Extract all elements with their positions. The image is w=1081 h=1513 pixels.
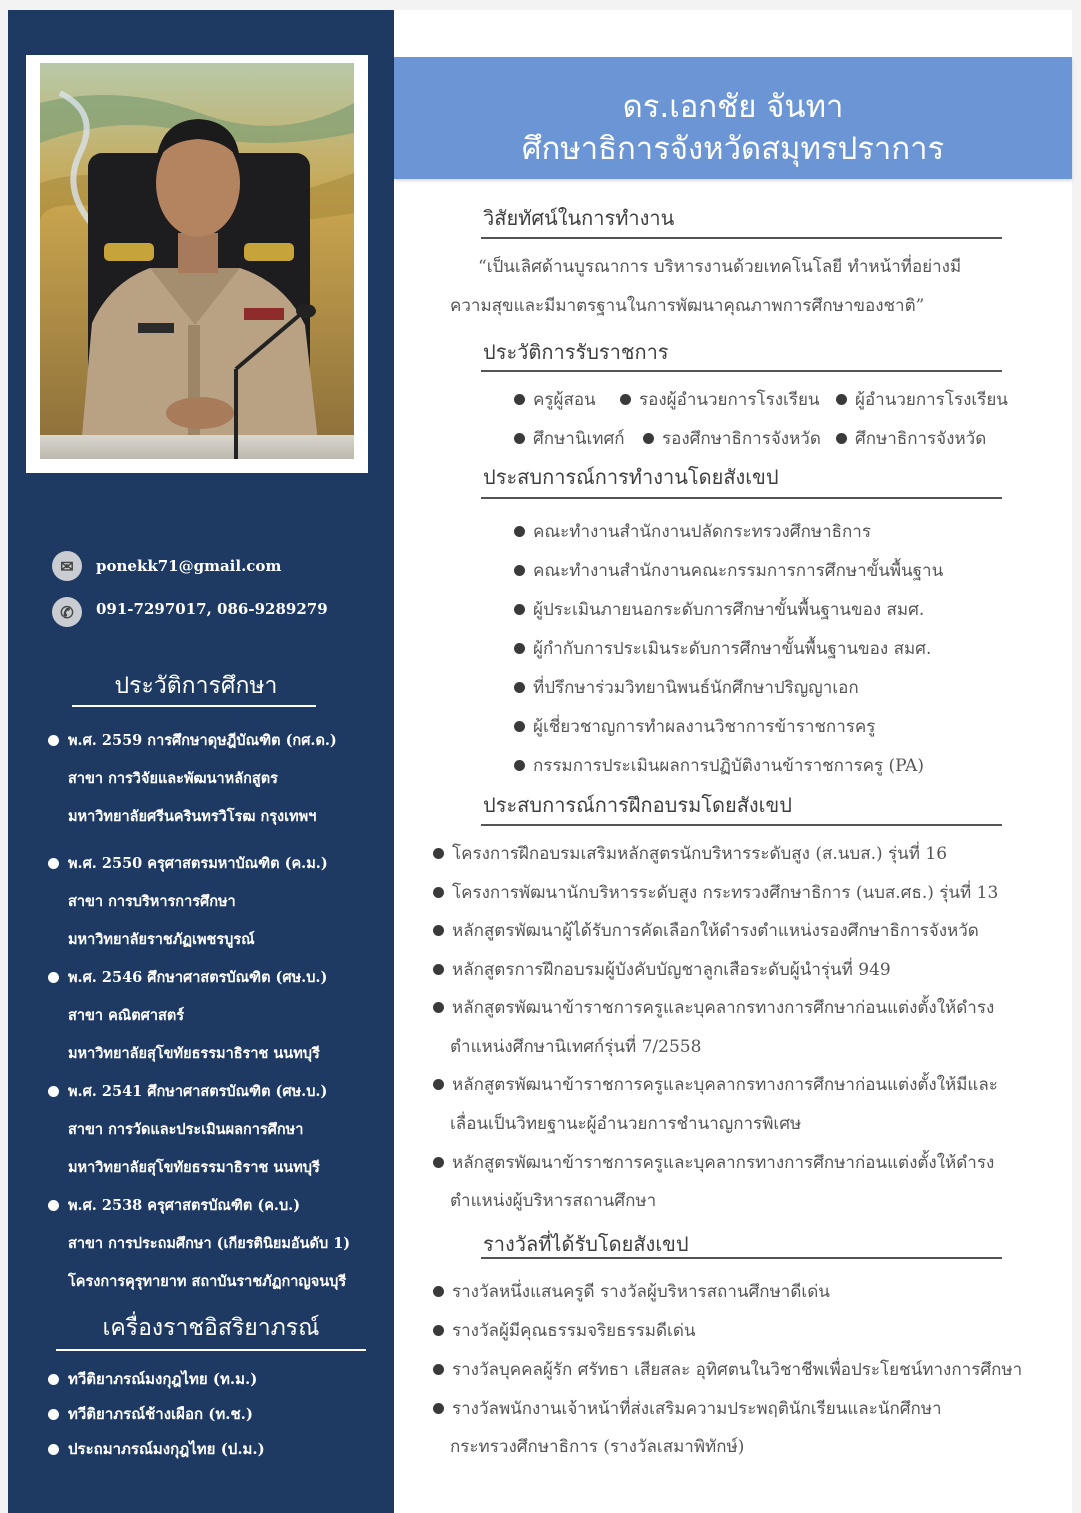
contact-email[interactable]: ponekk71@gmail.com (96, 557, 282, 575)
career-item: ผู้อำนวยการโรงเรียน (836, 386, 1008, 413)
career-item: ศึกษาธิการจังหวัด (836, 425, 986, 452)
vision-line-1: “เป็นเลิศด้านบูรณาการ บริหารงานด้วยเทคโนโลยี ทำหน้าที่อย่างมี (478, 257, 962, 277)
bullet-dot (836, 394, 847, 405)
bullet-dot (433, 1403, 444, 1414)
profile-photo-frame (26, 55, 368, 473)
name-banner (394, 57, 1072, 179)
bullet-dot (514, 682, 525, 693)
work-heading: ประสบการณ์การทำงานโดยสังเขป (483, 465, 779, 489)
training-item: โครงการพัฒนานักบริหารระดับสูง กระทรวงศึกษาธิการ (นบส.ศธ.) รุ่นที่ 13 (433, 879, 998, 906)
mail-icon: ✉ (52, 551, 82, 581)
contact-phone[interactable]: 091-7297017, 086-9289279 (96, 600, 328, 618)
education-major: สาขา คณิตศาสตร์ (68, 1007, 185, 1024)
education-university: โครงการคุรุทายาท สถาบันราชภัฏกาญจนบุรี (68, 1273, 347, 1290)
work-item: ผู้ประเมินภายนอกระดับการศึกษาขั้นพื้นฐานของ สมศ. (514, 596, 924, 623)
career-item: รองศึกษาธิการจังหวัด (643, 425, 821, 452)
bullet-dot (433, 1157, 444, 1168)
education-degree: พ.ศ. 2538 ครุศาสตรบัณฑิต (ค.บ.) (68, 1197, 301, 1214)
education-university: มหาวิทยาลัยราชภัฏเพชรบูรณ์ (68, 931, 255, 948)
contact-email-row (52, 551, 281, 581)
award-item: รางวัลหนึ่งแสนครูดี รางวัลผู้บริหารสถานศึกษาดีเด่น (433, 1278, 830, 1305)
work-item: ที่ปรึกษาร่วมวิทยานิพนธ์นักศึกษาปริญญาเอก (514, 674, 859, 701)
education-item (48, 1073, 378, 1187)
decorations-heading-rule (56, 1349, 366, 1351)
vision-heading: วิสัยทัศน์ในการทำงาน (483, 206, 675, 230)
profile-photo (40, 63, 354, 459)
bullet-dot (433, 1364, 444, 1375)
decoration-label: ทวีติยาภรณ์ช้างเผือก (ท.ช.) (68, 1405, 253, 1423)
career-item: ศึกษานิเทศก์ (514, 425, 625, 452)
vision-line-2: ความสุขและมีมาตรฐานในการพัฒนาคุณภาพการศึกษาของชาติ” (450, 296, 925, 316)
decorations-heading: เครื่องราชอิสริยาภรณ์ (102, 1315, 320, 1341)
education-list (48, 722, 378, 1301)
award-item: รางวัลผู้มีคุณธรรมจริยธรรมดีเด่น (433, 1317, 696, 1344)
training-item: หลักสูตรพัฒนาผู้ได้รับการคัดเลือกให้ดำรงตำแหน่งรองศึกษาธิการจังหวัด (433, 917, 979, 944)
career-item: ครูผู้สอน (514, 386, 596, 413)
decoration-item (48, 1362, 265, 1397)
bullet-dot (48, 1374, 59, 1385)
career-heading: ประวัติการรับราชการ (483, 340, 669, 364)
education-heading: ประวัติการศึกษา (114, 673, 278, 699)
education-item (48, 845, 378, 959)
phone-icon: ✆ (52, 597, 82, 627)
education-item (48, 722, 378, 836)
bullet-dot (514, 721, 525, 732)
person-position: ศึกษาธิการจังหวัดสมุทรปราการ (521, 131, 945, 167)
training-item: หลักสูตรพัฒนาข้าราชการครูและบุคลากรทางการศึกษาก่อนแต่งตั้งให้มีและ (433, 1071, 998, 1098)
education-university: มหาวิทยาลัยสุโขทัยธรรมาธิราช นนทบุรี (68, 1159, 320, 1176)
education-item (48, 1187, 378, 1301)
bullet-dot (514, 526, 525, 537)
work-item: ผู้กำกับการประเมินระดับการศึกษาขั้นพื้นฐานของ สมศ. (514, 635, 931, 662)
training-item-continuation: ตำแหน่งศึกษานิเทศก์รุ่นที่ 7/2558 (450, 1037, 702, 1057)
bullet-dot (514, 604, 525, 615)
bullet-dot (514, 643, 525, 654)
career-heading-rule (481, 370, 1002, 372)
education-major: สาขา การวิจัยและพัฒนาหลักสูตร (68, 770, 278, 787)
bullet-dot (514, 433, 525, 444)
education-degree: พ.ศ. 2541 ศึกษาศาสตรบัณฑิต (ศษ.บ.) (68, 1083, 328, 1100)
bullet-dot (433, 1002, 444, 1013)
education-university: มหาวิทยาลัยสุโขทัยธรรมาธิราช นนทบุรี (68, 1045, 320, 1062)
work-item: ผู้เชี่ยวชาญการทำผลงานวิชาการข้าราชการครู (514, 713, 875, 740)
decorations-list (48, 1362, 265, 1467)
training-item-continuation: ตำแหน่งผู้บริหารสถานศึกษา (450, 1191, 657, 1211)
education-heading-rule (72, 705, 316, 707)
bullet-dot (433, 887, 444, 898)
bullet-dot (643, 433, 654, 444)
award-item-continuation: กระทรวงศึกษาธิการ (รางวัลเสมาพิทักษ์) (450, 1437, 745, 1457)
bullet-dot (48, 1086, 59, 1097)
work-heading-rule (481, 497, 1002, 499)
bullet-dot (433, 964, 444, 975)
bullet-dot (433, 1325, 444, 1336)
decoration-item (48, 1397, 265, 1432)
bullet-dot (433, 848, 444, 859)
awards-heading: รางวัลที่ได้รับโดยสังเขป (483, 1232, 689, 1256)
decoration-label: ทวีติยาภรณ์มงกุฎไทย (ท.ม.) (68, 1370, 258, 1388)
bullet-dot (48, 1444, 59, 1455)
training-item: หลักสูตรการฝึกอบรมผู้บังคับบัญชาลูกเสือระดับผู้นำรุ่นที่ 949 (433, 956, 891, 983)
bullet-dot (514, 760, 525, 771)
bullet-dot (433, 1286, 444, 1297)
bullet-dot (48, 972, 59, 983)
education-university: มหาวิทยาลัยศรีนครินทรวิโรฒ กรุงเทพฯ (68, 808, 317, 825)
contact-phone-row (52, 591, 328, 627)
education-major: สาขา การวัดและประเมินผลการศึกษา (68, 1121, 304, 1138)
award-item: รางวัลบุคคลผู้รัก ศรัทธา เสียสละ อุทิศตนในวิชาชีพเพื่อประโยชน์ทางการศึกษา (433, 1356, 1022, 1383)
bullet-dot (48, 1409, 59, 1420)
vision-heading-rule (481, 237, 1002, 239)
education-degree: พ.ศ. 2550 ครุศาสตรมหาบัณฑิต (ค.ม.) (68, 855, 328, 872)
education-degree: พ.ศ. 2559 การศึกษาดุษฎีบัณฑิต (กศ.ด.) (68, 732, 337, 749)
training-heading-rule (481, 824, 1002, 826)
training-item: หลักสูตรพัฒนาข้าราชการครูและบุคลากรทางการศึกษาก่อนแต่งตั้งให้ดำรง (433, 1149, 994, 1176)
training-heading: ประสบการณ์การฝึกอบรมโดยสังเขป (483, 793, 792, 817)
bullet-dot (514, 394, 525, 405)
education-degree: พ.ศ. 2546 ศึกษาศาสตรบัณฑิต (ศษ.บ.) (68, 969, 328, 986)
awards-heading-rule (481, 1257, 1002, 1259)
decoration-label: ประถมาภรณ์มงกุฎไทย (ป.ม.) (68, 1440, 265, 1458)
training-item-continuation: เลื่อนเป็นวิทยฐานะผู้อำนวยการชำนาญการพิเศษ (450, 1114, 802, 1134)
work-item: คณะทำงานสำนักงานปลัดกระทรวงศึกษาธิการ (514, 518, 871, 545)
decoration-item (48, 1432, 265, 1467)
work-item: กรรมการประเมินผลการปฏิบัติงานข้าราชการครู (PA) (514, 752, 924, 779)
training-item: โครงการฝึกอบรมเสริมหลักสูตรนักบริหารระดับสูง (ส.นบส.) รุ่นที่ 16 (433, 840, 947, 867)
education-item (48, 959, 378, 1073)
education-major: สาขา การบริหารการศึกษา (68, 893, 236, 910)
award-item: รางวัลพนักงานเจ้าหน้าที่ส่งเสริมความประพฤตินักเรียนและนักศึกษา (433, 1395, 942, 1422)
bullet-dot (433, 1079, 444, 1090)
bullet-dot (48, 735, 59, 746)
bullet-dot (836, 433, 847, 444)
bullet-dot (48, 1200, 59, 1211)
work-item: คณะทำงานสำนักงานคณะกรรมการการศึกษาขั้นพื้นฐาน (514, 557, 943, 584)
career-item: รองผู้อำนวยการโรงเรียน (620, 386, 820, 413)
person-name: ดร.เอกชัย จันทา (622, 89, 844, 125)
bullet-dot (48, 858, 59, 869)
education-major: สาขา การประถมศึกษา (เกียรตินิยมอันดับ 1) (68, 1235, 351, 1252)
bullet-dot (433, 925, 444, 936)
bullet-dot (514, 565, 525, 576)
training-item: หลักสูตรพัฒนาข้าราชการครูและบุคลากรทางการศึกษาก่อนแต่งตั้งให้ดำรง (433, 994, 994, 1021)
bullet-dot (620, 394, 631, 405)
